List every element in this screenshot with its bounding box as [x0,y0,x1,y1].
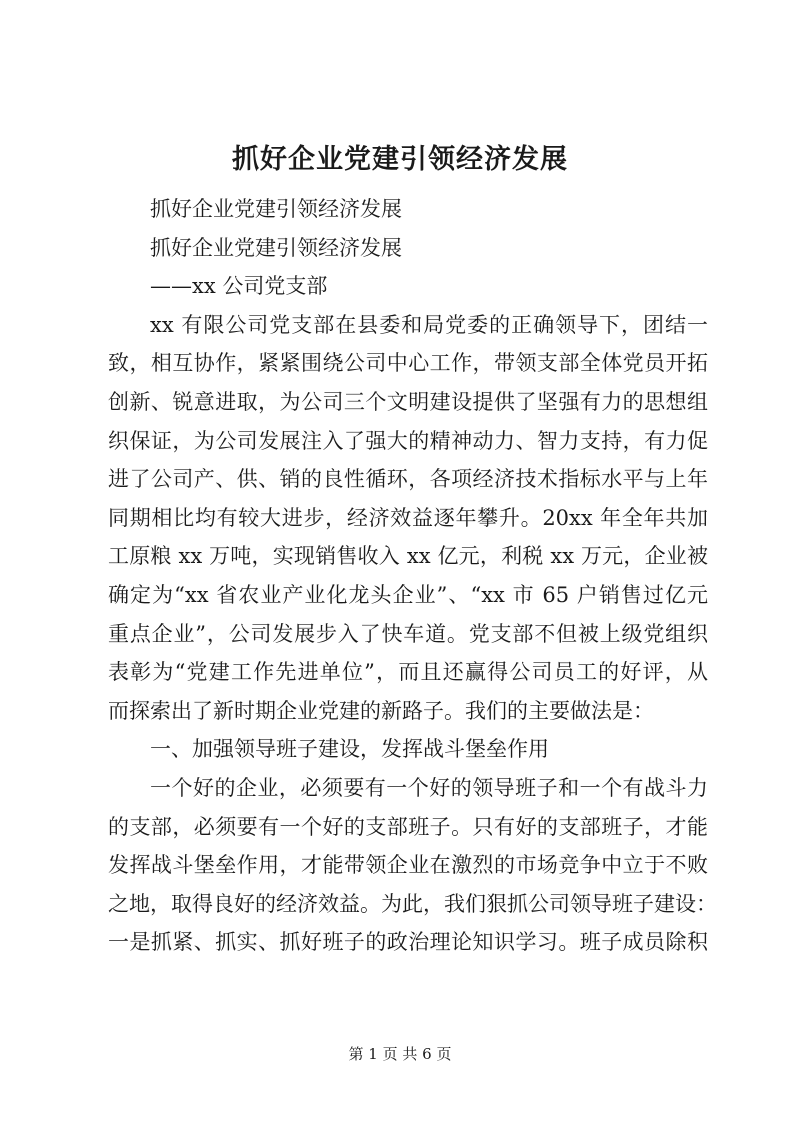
paragraph-line: 表彰为“党建工作先进单位”，而且还赢得公司员工的好评，从 [108,660,708,685]
subtitle-line: 抓好企业党建引领经济发展 [150,235,402,260]
paragraph-line: 之地，取得良好的经济效益。为此，我们狠抓公司领导班子建设： [108,891,717,916]
paragraph-line: 工原粮 xx 万吨，实现销售收入 xx 亿元，利税 xx 万元，企业被 [108,544,708,569]
section-heading: 一、加强领导班子建设，发挥战斗堡垒作用 [150,737,549,762]
paragraph-line: 确定为“xx 省农业产业化龙头企业”、“xx 市 65 户销售过亿元 [108,582,708,607]
paragraph-line: xx 有限公司党支部在县委和局党委的正确领导下，团结一 [150,312,708,337]
paragraph-line: 创新、锐意进取，为公司三个文明建设提供了坚强有力的思想组 [108,389,708,414]
paragraph-line: 进了公司产、供、销的良性循环，各项经济技术指标水平与上年 [108,467,708,492]
paragraph-line: 织保证，为公司发展注入了强大的精神动力、智力支持，有力促 [108,428,708,453]
paragraph-line: 的支部，必须要有一个好的支部班子。只有好的支部班子，才能 [108,814,708,839]
paragraph-line: 发挥战斗堡垒作用，才能带领企业在激烈的市场竞争中立于不败 [108,853,708,878]
paragraph-line: 致，相互协作，紧紧围绕公司中心工作，带领支部全体党员开拓 [108,351,708,376]
paragraph-line: 同期相比均有较大进步，经济效益逐年攀升。20xx 年全年共加 [108,505,708,530]
document-title: 抓好企业党建引领经济发展 [232,144,568,175]
page-number-footer: 第 1 页 共 6 页 [348,1045,452,1063]
paragraph-line: 重点企业”，公司发展步入了快车道。党支部不但被上级党组织 [108,621,708,646]
author-line: ——xx 公司党支部 [150,274,328,299]
paragraph-line: 一个好的企业，必须要有一个好的领导班子和一个有战斗力 [150,775,708,800]
paragraph-line: 而探索出了新时期企业党建的新路子。我们的主要做法是： [108,698,654,723]
paragraph-line: 一是抓紧、抓实、抓好班子的政治理论知识学习。班子成员除积 [108,930,708,955]
subtitle-line: 抓好企业党建引领经济发展 [150,197,402,221]
document-body [108,190,717,962]
